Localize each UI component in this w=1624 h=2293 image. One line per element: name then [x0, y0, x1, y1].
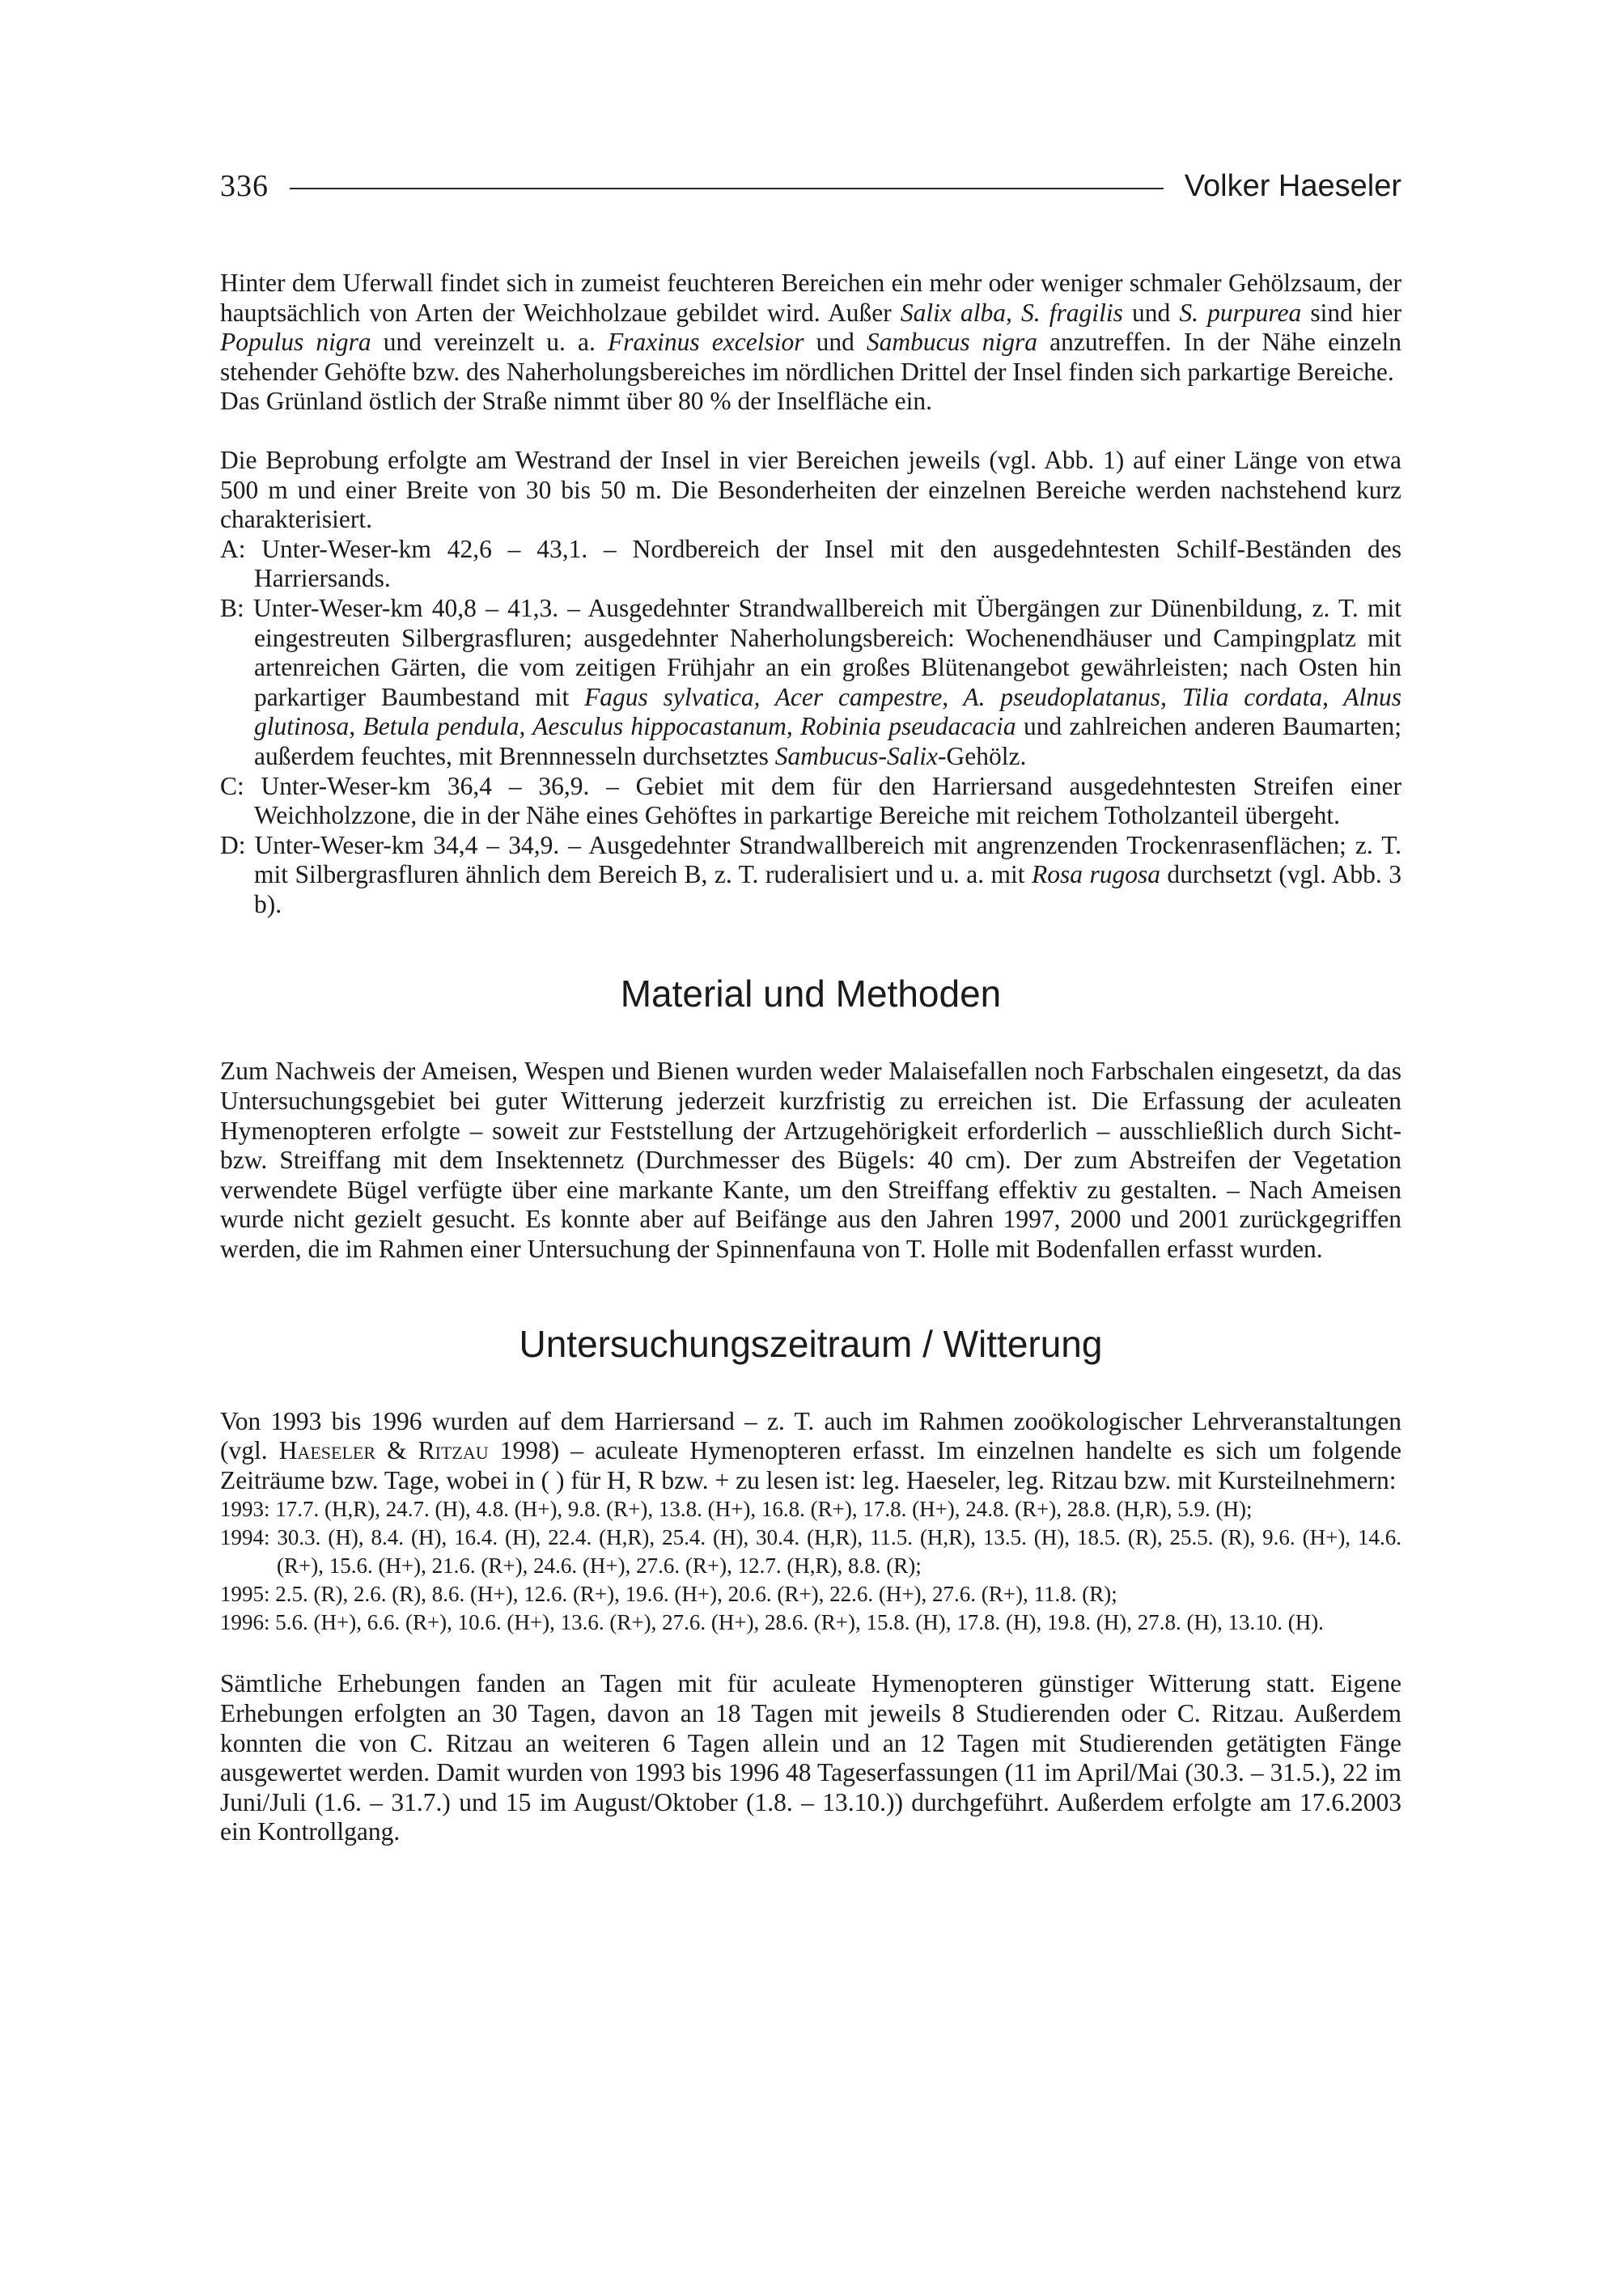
page-number: 336 — [220, 169, 269, 203]
date-list-item: 1996: 5.6. (H+), 6.6. (R+), 10.6. (H+), 13.6. (R+), 27.6. (H+), 28.6. (R+), 15.8. (H), 17.8. (H), 19.8. (H), 27.8. (H), 13.10. (H). — [220, 1610, 1324, 1635]
species-name: Fraxinus excelsior — [607, 328, 804, 357]
species-name: Fagus sylvatica, Acer campestre, A. pseudoplatanus, Tilia cordata, Alnus glutinosa, Betula pendula, Aesculus hippocastanum, Robinia pseudacacia — [254, 682, 1401, 741]
paragraph-beprobung: Die Beprobung erfolgte am Westrand der Insel in vier Bereichen jeweils (vgl. Abb. 1) auf einer Länge von etwa 500 m und einer Breite von 30 bis 50 m. Die Besonderheiten der einzelnen Bereiche werden nachstehend kurz charakterisiert. — [220, 445, 1401, 534]
species-name: Sambucus nigra — [866, 328, 1038, 357]
date-list-item: 1994: 30.3. (H), 8.4. (H), 16.4. (H), 22.4. (H,R), 25.4. (H), 30.4. (H,R), 11.5. (H,R), 13.5. (H), 18.5. (R), 25.5. (R), 9.6. (H+), 14.6. (R+), 15.6. (H+), 21.6. (R+), 24.6. (H+), 27.6. (R+), 12.7. (H,R), 8.8. (R); — [220, 1525, 1401, 1579]
running-header — [220, 162, 1401, 210]
paragraph-gehoelzsaum — [220, 269, 1401, 387]
paragraph-zeitraeume — [220, 1407, 1401, 1496]
running-author: Volker Haeseler — [1184, 168, 1401, 203]
paragraph-methoden: Zum Nachweis der Ameisen, Wespen und Bienen wurden weder Malaisefallen noch Farbschalen eingesetzt, da das Untersuchungsgebiet bei guter Witterung jederzeit kurzfristig zu erreichen ist. Die Erfassung der aculeaten Hymenopteren erfolgte – soweit zur Feststellung der Artzugehörigkeit erforderlich – ausschließlich durch Sicht- bzw. Streiffang mit dem Insektennetz (Durchmesser des Bügels: 40 cm). Der zum Abstreifen der Vegetation verwendete Bügel verfügte über eine markante Kante, um den Streiffang effektiv zu gestalten. – Nach Ameisen wurde nicht gezielt gesucht. Es konnte aber auf Beifänge aus den Jahren 1997, 2000 und 2001 zurückgegriffen werden, die im Rahmen einer Untersuchung der Spinnenfauna von T. Holle mit Bodenfallen erfasst wurden. — [220, 1057, 1401, 1264]
text-run: und — [1122, 298, 1180, 327]
section-heading-material: Material und Methoden — [620, 973, 1002, 1015]
text-run: Hinter dem Uferwall findet sich in zumeist feuchteren Bereichen ein mehr oder weniger schmaler Gehölzsaum, der hauptsächlich von Arten der Weichholzaue gebildet wird. Außer — [220, 269, 1401, 327]
area-entry-c: C: Unter-Weser-km 36,4 – 36,9. – Gebiet mit dem für den Harriersand ausgedehntesten Streifen einer Weichholzzone, die in der Nähe eines Gehöftes in parkartige Bereiche mit reichem Totholzanteil übergeht. — [220, 771, 1401, 830]
page-body — [220, 269, 1401, 1847]
species-name: Populus nigra — [220, 328, 371, 357]
citation-authors: Haeseler & Ritzau — [278, 1436, 489, 1465]
text-run: und vereinzelt u. a. — [371, 328, 608, 357]
text-run: D: Unter-Weser-km 34,4 – 34,9. – Ausgedehnter Strandwallbereich mit angrenzenden Trockenrasenflächen; z. T. mit Silbergrasfluren ähnlich dem Bereich B, z. T. ruderalisiert und u. a. mit — [220, 830, 1401, 889]
text-run: und — [804, 328, 867, 357]
species-name: Rosa rugosa — [1032, 860, 1160, 889]
text-run: Von 1993 bis 1996 wurden auf dem Harriersand – z. T. auch im Rahmen zooökologischer Lehrveranstaltungen (vgl. — [220, 1406, 1401, 1465]
paragraph-erhebungen: Sämtliche Erhebungen fanden an Tagen mit für aculeate Hymenopteren günstiger Witterung statt. Eigene Erhebungen erfolgten an 30 Tagen, davon an 18 Tagen mit jeweils 8 Studierenden oder C. Ritzau. Außerdem konnten die von C. Ritzau an weiteren 6 Tagen allein und an 12 Tagen mit Studierenden getätigten Fänge ausgewertet werden. Damit wurden von 1993 bis 1996 48 Tageserfassungen (11 im April/Mai (30.3. – 31.5.), 22 im Juni/Juli (1.6. – 31.7.) und 15 im August/Oktober (1.8. – 13.10.)) durchgeführt. Außerdem erfolgte am 17.6.2003 ein Kontrollgang. — [220, 1669, 1401, 1846]
text-run: durchsetzt (vgl. Abb. 3 b). — [254, 860, 1401, 918]
area-entry-d — [220, 831, 1401, 920]
date-list-item: 1995: 2.5. (R), 2.6. (R), 8.6. (H+), 12.6. (R+), 19.6. (H+), 20.6. (R+), 22.6. (H+), 27.6. (R+), 11.8. (R); — [220, 1582, 1117, 1607]
area-entry-a: A: Unter-Weser-km 42,6 – 43,1. – Nordbereich der Insel mit den ausgedehntesten Schilf-Beständen des Harriersands. — [220, 534, 1401, 593]
section-heading-zeitraum: Untersuchungszeitraum / Witterung — [519, 1322, 1103, 1365]
text-run: anzutreffen. In der Nähe einzeln stehender Gehöfte bzw. des Naherholungsbereiches im nördlichen Drittel der Insel finden sich parkartige Bereiche. — [220, 328, 1402, 386]
text-run: -Gehölz. — [938, 741, 1027, 770]
date-list-item: 1993: 17.7. (H,R), 24.7. (H), 4.8. (H+), 9.8. (R+), 13.8. (H+), 16.8. (R+), 17.8. (H+), 24.8. (R+), 28.8. (H,R), 5.9. (H); — [220, 1497, 1253, 1522]
species-name: Sambucus-Salix — [774, 741, 938, 770]
text-run: sind hier — [1301, 298, 1402, 327]
area-entry-b — [220, 594, 1401, 772]
text-run: B: Unter-Weser-km 40,8 – 41,3. – Ausgedehnter Strandwallbereich mit Übergängen zur Dünenbildung, z. T. mit eingestreuten Silbergrasfluren; ausgedehnter Naherholungsbereich: Wochenendhäuser und Campingplatz mit artenreichen Gärten, die vom zeitigen Frühjahr an ein großes Blütenangebot gewährleisten; nach Osten hin parkartiger Baumbestand mit — [220, 593, 1401, 711]
text-run: 1998) – aculeate Hymenopteren erfasst. Im einzelnen handelte es sich um folgende Zeiträume bzw. Tage, wobei in ( ) für H, R bzw. + zu lesen ist: leg. Haeseler, leg. Ritzau bzw. mit Kursteilnehmern: — [220, 1436, 1401, 1494]
paragraph-gruenland: Das Grünland östlich der Straße nimmt über 80 % der Inselfläche ein. — [220, 387, 932, 416]
species-name: Salix alba, S. fragilis — [900, 298, 1123, 327]
header-rule — [290, 188, 1164, 189]
text-run: und zahlreichen anderen Baumarten; außerdem feuchtes, mit Brennnesseln durchsetztes — [254, 712, 1401, 770]
species-name: S. purpurea — [1179, 298, 1302, 327]
